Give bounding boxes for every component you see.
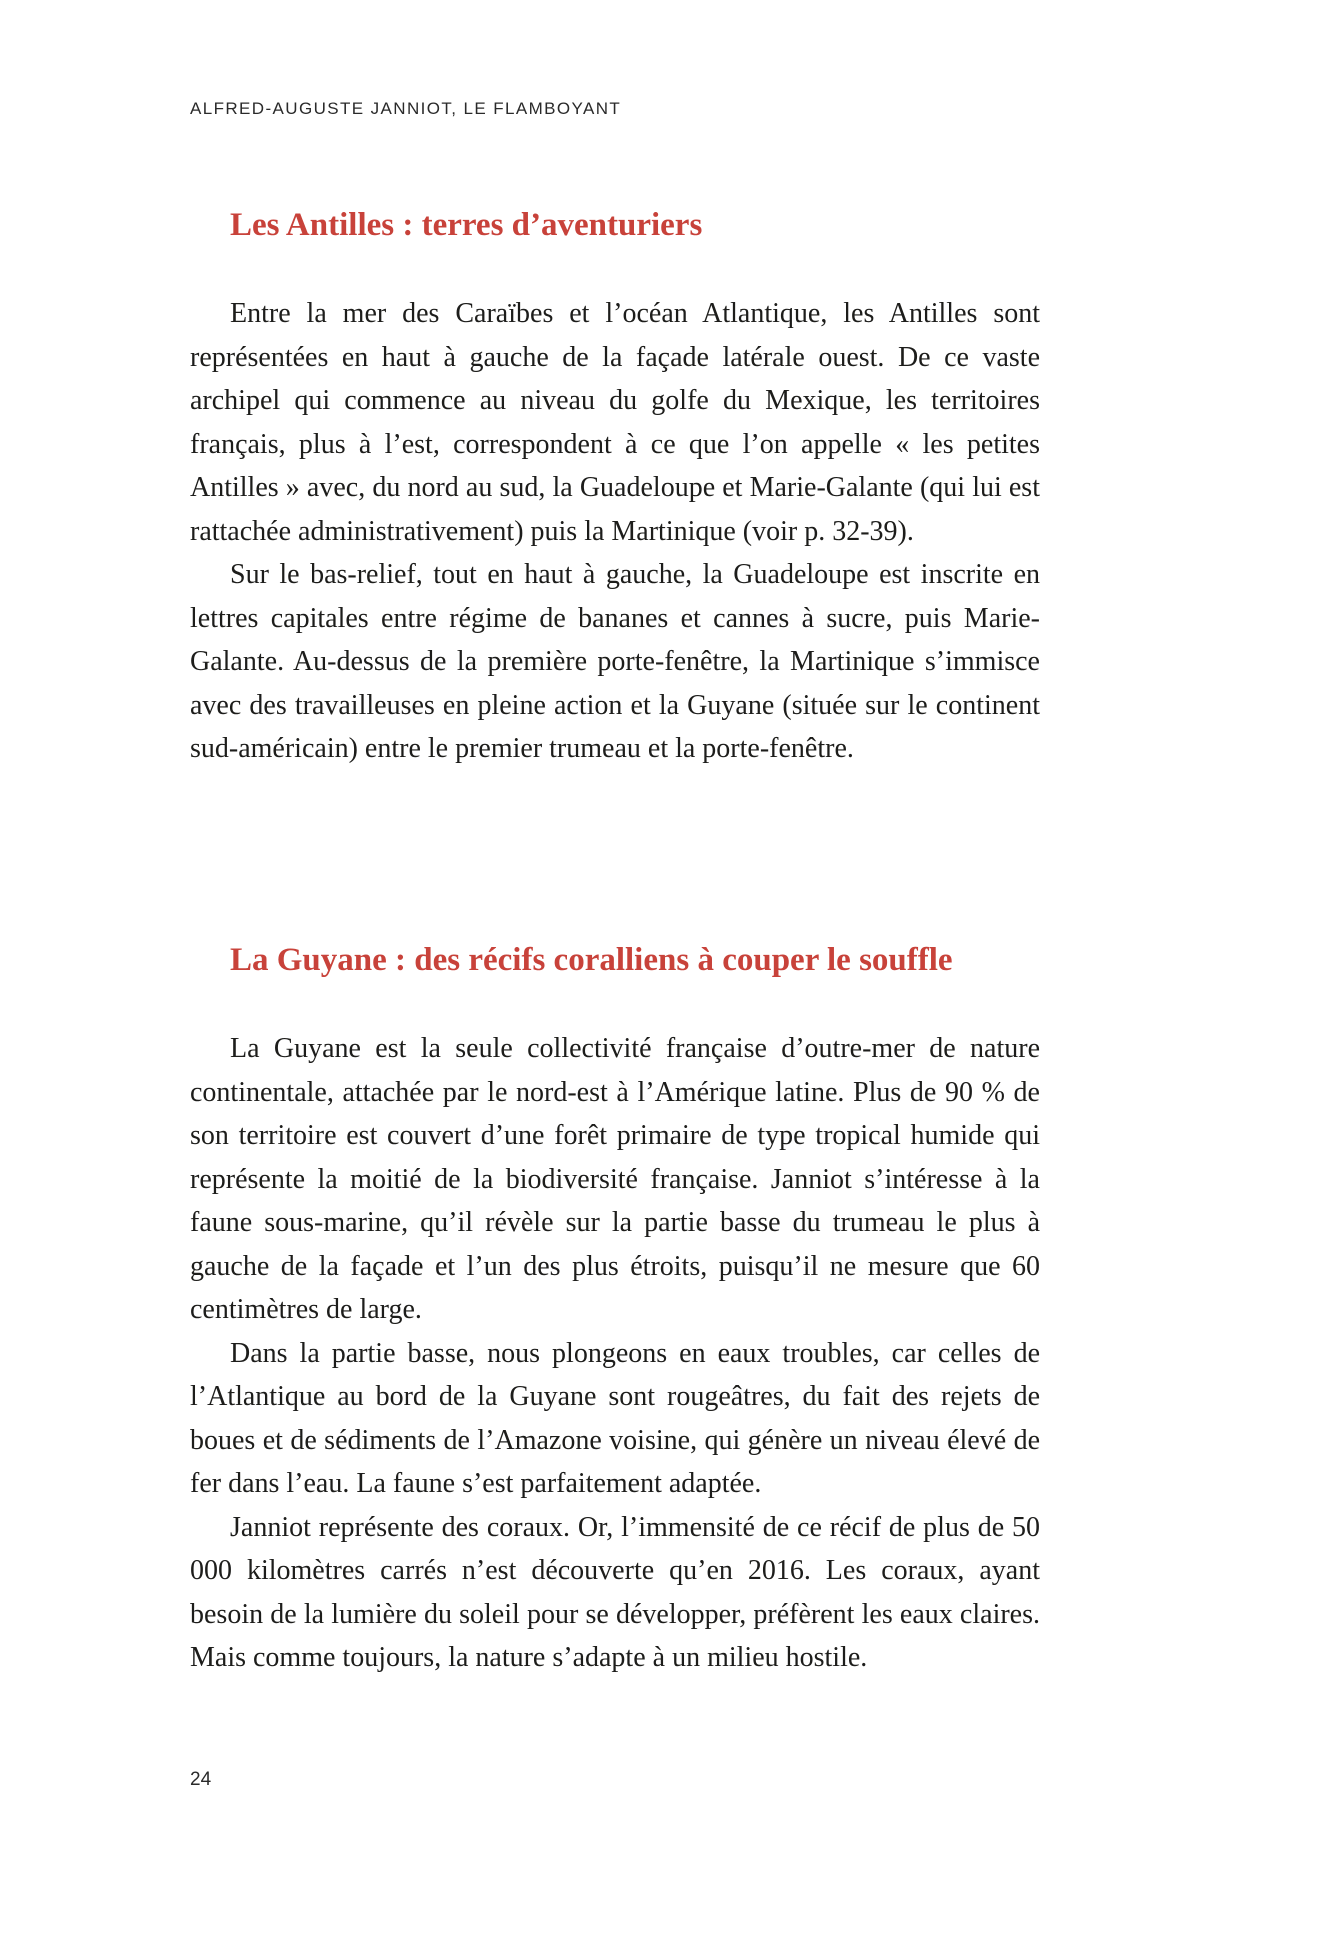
paragraph: Dans la partie basse, nous plongeons en eaux troubles, car celles de l’Atlantique au bord de la Guyane sont rougeâtres, du fait des rejets de boues et de sédiments de l’Amazone voisine, qui génère un niveau élevé de fer dans l’eau. La faune s’est parfaitement adaptée. <box>190 1337 1040 1499</box>
paragraph: Janniot représente des coraux. Or, l’immensité de ce récif de plus de 50 000 kilomètres carrés n’est découverte qu’en 2016. Les coraux, ayant besoin de la lumière du soleil pour se développer, préfèrent les eaux claires. Mais comme toujours, la nature s’adapte à un milieu hostile. <box>190 1511 1040 1673</box>
paragraph: Sur le bas-relief, tout en haut à gauche, la Guadeloupe est inscrite en lettres capitales entre régime de bananes et cannes à sucre, puis Marie-Galante. Au-dessus de la première porte-fenêtre, la Martinique s’immisce avec des travailleuses en pleine action et la Guyane (située sur le continent sud-américain) entre le premier trumeau et la porte-fenêtre. <box>190 559 1040 764</box>
section-heading: La Guyane : des récifs coralliens à couper le souffle <box>230 942 953 978</box>
running-header: ALFRED-AUGUSTE JANNIOT, LE FLAMBOYANT <box>190 99 622 118</box>
section-antilles <box>190 203 1040 771</box>
paragraph: Entre la mer des Caraïbes et l’océan Atlantique, les Antilles sont représentées en haut à gauche de la façade latérale ouest. De ce vaste archipel qui commence au niveau du golfe du Mexique, les territoires français, plus à l’est, correspondent à ce que l’on appelle « les petites Antilles » avec, du nord au sud, la Guadeloupe et Marie-Galante (qui lui est rattachée administrativement) puis la Martinique (voir p. 32-39). <box>190 298 1040 547</box>
section-body <box>190 1027 1040 1680</box>
page-number: 24 <box>190 1769 212 1790</box>
section-guyane <box>190 938 1040 1680</box>
section-heading: Les Antilles : terres d’aventuriers <box>230 207 703 243</box>
paragraph: La Guyane est la seule collectivité française d’outre-mer de nature continentale, attachée par le nord-est à l’Amérique latine. Plus de 90 % de son territoire est couvert d’une forêt primaire de type tropical humide qui représente la moitié de la biodiversité française. Janniot s’intéresse à la faune sous-marine, qu’il révèle sur la partie basse du trumeau le plus à gauche de la façade et l’un des plus étroits, puisqu’il ne mesure que 60 centimètres de large. <box>190 1033 1040 1325</box>
section-body <box>190 292 1040 771</box>
